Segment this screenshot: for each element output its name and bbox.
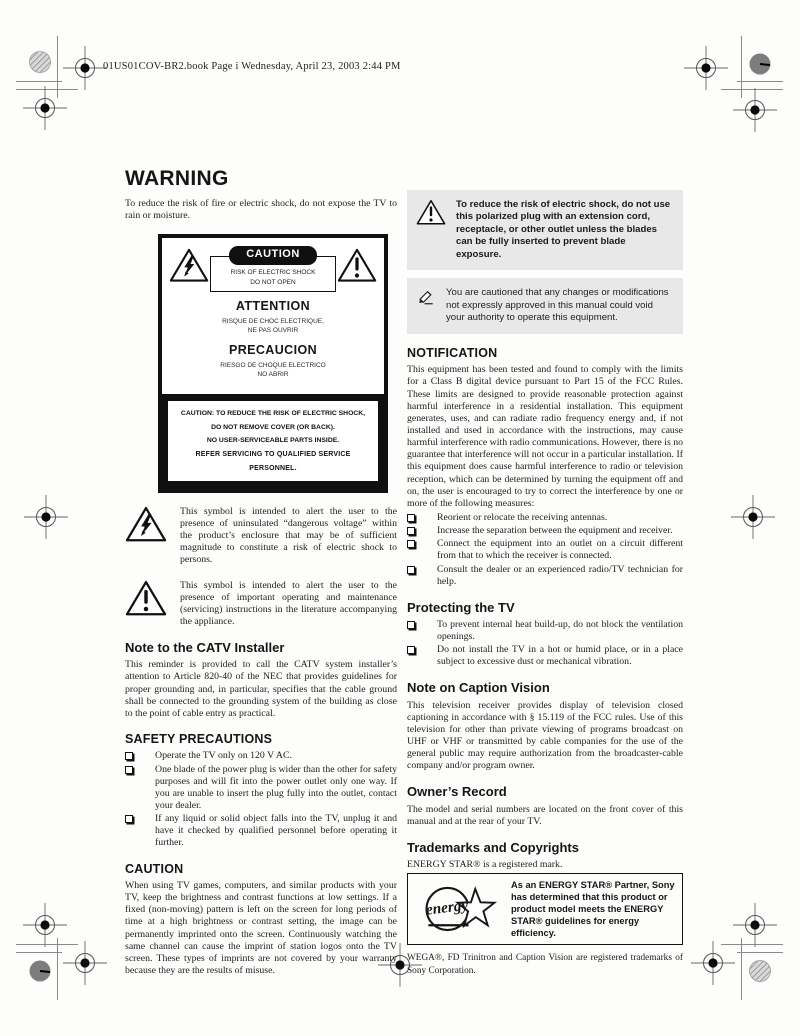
checkbox-bullet-icon — [407, 538, 437, 562]
risk-line-1: RISK OF ELECTRIC SHOCK — [230, 268, 316, 276]
precaucion-sub-1: RIESGO DE CHOQUE ELECTRICO — [220, 361, 326, 369]
list-item — [125, 764, 397, 813]
caption-vision-text: This television receiver provides display of television closed captioning in accordance with § 15.119 of the FCC rules. Use of this television for other than private viewing of programs broadcast on UHF or VHF or transmitted by cable companies for the use of the general public may require authorization from the broadcaster-cable company and/or program owner. — [407, 699, 683, 772]
list-item — [125, 813, 397, 849]
caution-label-box — [158, 234, 388, 493]
list-item — [407, 512, 683, 524]
checkbox-bullet-icon — [125, 750, 155, 762]
attention-sub-2: NE PAS OUVRIR — [247, 327, 299, 335]
registration-target-icon — [691, 941, 735, 985]
precaucion-title: PRECAUCION — [228, 343, 318, 358]
list-item-text: Do not install the TV in a hot or humid place, or in a place subject to excessive dust or mechanical vibration. — [437, 644, 683, 668]
lightning-triangle-icon — [125, 506, 167, 543]
caution-section-title: CAUTION — [125, 861, 184, 876]
caption-vision-title: Note on Caption Vision — [407, 680, 550, 696]
catv-title: Note to the CATV Installer — [125, 640, 285, 656]
caution-section-text: When using TV games, computers, and similar products with your TV, keep the brightness and contrast functions at low settings. If a fixed (non-moving) pattern is left on the screen for long periods of time at a high brightness or contrast setting, the image can be permanently imprinted onto the screen. Continuously watching the same channel can cause the imprint of station logos onto the TV screen. These types of imprints are not covered by your warranty because they are the results of misuse. — [125, 880, 397, 977]
warning-text: To reduce the risk of fire or electric shock, do not expose the TV to rain or moisture. — [125, 198, 397, 222]
precaucion-sub — [168, 361, 378, 381]
list-item — [407, 564, 683, 588]
lightning-triangle-icon — [169, 248, 209, 283]
checkbox-bullet-icon — [407, 644, 437, 668]
registration-target-icon — [23, 903, 67, 947]
protecting-title: Protecting the TV — [407, 599, 515, 615]
caution-pill: CAUTION — [229, 246, 317, 265]
attention-sub — [168, 317, 378, 337]
checkbox-bullet-icon — [125, 813, 155, 849]
list-item — [407, 619, 683, 643]
hatched-circle-mark — [28, 50, 52, 74]
hatched-circle-mark — [748, 959, 772, 983]
checkbox-bullet-icon — [407, 564, 437, 588]
registration-target-icon — [23, 86, 67, 130]
list-item-text: Consult the dealer or an experienced radio/TV technician for help. — [437, 563, 683, 587]
checkbox-bullet-icon — [407, 619, 437, 643]
list-item-text: Reorient or relocate the receiving antennas. — [437, 511, 608, 523]
checkbox-bullet-icon — [407, 525, 437, 537]
list-item — [407, 644, 683, 668]
exclamation-triangle-icon — [125, 580, 167, 617]
list-item-text: One blade of the power plug is wider than the other for safety purposes and will fit into the power outlet only one way. If you are unable to insert the plug fully into the outlet, contact your dealer. — [155, 763, 397, 811]
energy-star-box — [407, 873, 683, 945]
registration-target-icon — [684, 46, 728, 90]
left-column — [125, 166, 397, 979]
safety-title: SAFETY PRECAUTIONS — [125, 731, 273, 746]
checkbox-bullet-icon — [125, 764, 155, 813]
solid-circle-mark — [748, 52, 772, 76]
attention-sub-1: RISQUE DE CHOC ELECTRIQUE, — [222, 317, 324, 325]
exclamation-triangle-icon — [337, 248, 377, 283]
solid-circle-mark — [28, 959, 52, 983]
protecting-list — [407, 619, 683, 669]
symbol-note-text: This symbol is intended to alert the user to the presence of important operating and maintenance (servicing) instructions in the literature accompanying the appliance. — [180, 579, 397, 627]
polarized-plug-notice — [407, 190, 683, 270]
list-item-text: Connect the equipment into an outlet on a circuit different from that to which the receiver is connected. — [437, 538, 683, 562]
list-item — [125, 750, 397, 762]
owners-record-title: Owner’s Record — [407, 784, 507, 800]
symbol-note — [125, 506, 397, 567]
band-line-2: DO NOT REMOVE COVER (OR BACK). — [211, 423, 335, 431]
catv-text: This reminder is provided to call the CATV system installer’s attention to Article 820-40 of the NEC that provides guidelines for proper grounding and, in particular, specifies that the cable ground shall be connected to the grounding system of the building as close to the point of cable entry as practical. — [125, 659, 397, 719]
notification-text: This equipment has been tested and found to comply with the limits for a Class B digital device pursuant to Part 15 of the FCC Rules. These limits are designed to provide reasonable protection against harmful interference in a residential installation. This equipment generates, uses, and can radiate radio frequency energy and, if not installed and used in accordance with the instructions, may cause harmful interference with radio communications. However, there is no guarantee that interference will not occur in a particular installation. If this equipment does cause harmful interference to radio or television reception, which can be determined by turning the equipment off and on, the user is encouraged to try to correct the interference by one or more of the following measures: — [407, 364, 684, 509]
energy-star-lead: ENERGY STAR® is a registered mark. — [407, 858, 563, 870]
registration-target-icon — [731, 495, 775, 539]
safety-list — [125, 750, 397, 849]
exclamation-triangle-icon — [416, 199, 446, 226]
owners-record-text: The model and serial numbers are located on the front cover of this manual and at the rear of your TV. — [407, 803, 683, 827]
notification-list — [407, 512, 683, 588]
list-item — [407, 525, 683, 537]
registration-target-icon — [24, 495, 68, 539]
svg-text:energy: energy — [424, 896, 470, 919]
checkbox-bullet-icon — [407, 512, 437, 524]
caution-black-band — [162, 394, 384, 489]
energy-star-text: As an ENERGY STAR® Partner, Sony has determined that this product or product model meets the ENERGY STAR® guidelines for energy efficiency. — [511, 880, 675, 939]
book-header: 01US01COV-BR2.book Page i Wednesday, April 23, 2003 2:44 PM — [103, 61, 401, 72]
list-item-text: If any liquid or solid object falls into the TV, unplug it and have it checked by qualified personnel before operating it further. — [155, 813, 397, 849]
warning-title: WARNING — [125, 167, 229, 190]
band-line-3: NO USER-SERVICEABLE PARTS INSIDE. — [206, 437, 340, 445]
attention-title: ATTENTION — [235, 299, 311, 314]
symbol-note — [125, 580, 397, 629]
notice-text: To reduce the risk of electric shock, do not use this polarized plug with an extension cord, receptacle, or other outlet unless the blades can be fully inserted to prevent blade exposure. — [456, 199, 671, 260]
changes-notice — [407, 278, 683, 333]
registration-target-icon — [733, 903, 777, 947]
registration-target-icon — [733, 88, 777, 132]
risk-line-2: DO NOT OPEN — [250, 279, 296, 286]
notification-title: NOTIFICATION — [407, 345, 498, 360]
band-line-4: REFER SERVICING TO QUALIFIED SERVICE PERSONNEL. — [195, 450, 351, 472]
registration-target-icon — [63, 941, 107, 985]
registration-target-icon — [63, 46, 107, 90]
pencil-icon — [416, 288, 436, 306]
list-item-text: Operate the TV only on 120 V AC. — [155, 750, 292, 762]
band-line-1: CAUTION: TO REDUCE THE RISK OF ELECTRIC SHOCK, — [180, 410, 366, 418]
precaucion-sub-2: NO ABRIR — [257, 371, 289, 379]
trademark-footnote: WEGA®, FD Trinitron and Caption Vision are registered trademarks of Sony Corporation. — [407, 953, 683, 976]
list-item-text: Increase the separation between the equipment and receiver. — [437, 525, 673, 537]
trademarks-title: Trademarks and Copyrights — [407, 839, 579, 855]
right-column — [407, 190, 683, 986]
list-item — [407, 538, 683, 562]
energy-star-logo — [415, 883, 503, 935]
notice-text: You are cautioned that any changes or modifications not expressly approved in this manual could void your authority to operate this equipment. — [446, 287, 669, 324]
list-item-text: To prevent internal heat build-up, do not block the ventilation openings. — [437, 618, 683, 643]
symbol-note-text: This symbol is intended to alert the user to the presence of uninsulated “dangerous voltage” within the product’s enclosure that may be of sufficient magnitude to constitute a risk of electric shock to persons. — [180, 505, 397, 566]
